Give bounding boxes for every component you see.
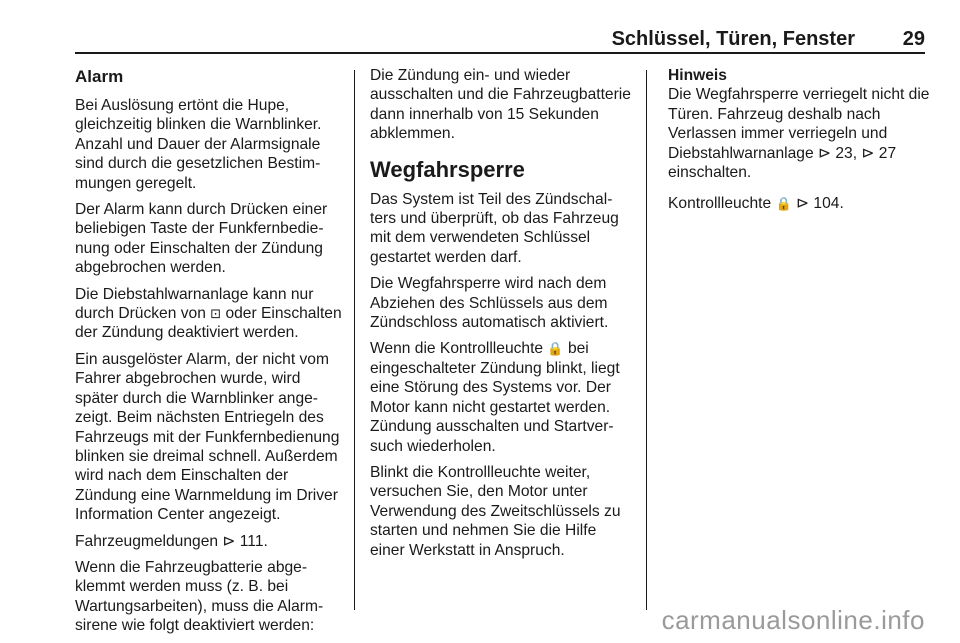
text: Die Wegfahrsperre verriegelt nicht die Türen. Fahrzeug deshalb nach Verlassen immer verriegeln und Diebstahlwarnanlage xyxy=(668,86,930,162)
paragraph: Die Wegfahrsperre wird nach dem Abziehen des Schlüssels aus dem Zündschloss automatisch aktiviert. xyxy=(370,275,609,332)
text: Wenn die Kontrollleuchte xyxy=(370,340,548,358)
reference-arrow-icon: ⊳ xyxy=(222,532,236,550)
note-title: Hinweis xyxy=(668,67,727,84)
reference-arrow-icon: ⊳ xyxy=(861,144,875,162)
text: bei eingeschalteter Zündung blinkt, liegt eine Störung des Systems vor. Der Motor kann nicht gestartet werden. Zündung ausschalten und Startversuch wiederholen. xyxy=(370,340,620,455)
reference-arrow-icon: ⊳ xyxy=(817,144,832,162)
column-divider-1 xyxy=(354,70,355,610)
section-heading-wegfahrsperre: Wegfahrsperre xyxy=(370,156,525,182)
header-divider xyxy=(75,52,925,54)
paragraph: Das System ist Teil des Zündschalters und überprüft, ob das Fahrzeug mit dem verwendeten Schlüssel gestartet werden darf. xyxy=(370,190,619,266)
paragraph xyxy=(75,285,345,343)
paragraph: Der Alarm kann durch Drücken einer beliebigen Taste der Funkfernbedienung oder Einschalten der Zündung abgebrochen werden. xyxy=(75,201,328,277)
paragraph: Die Zündung ein- und wieder ausschalten und die Fahrzeugbatterie dann innerhalb von 15 Sekunden abklemmen. xyxy=(370,67,631,143)
column-2 xyxy=(370,66,632,567)
page-title: Schlüssel, Türen, Fenster xyxy=(611,28,855,50)
watermark: carmanualsonline.info xyxy=(661,605,925,635)
note-box xyxy=(668,66,930,182)
reference-arrow-icon: ⊳ xyxy=(791,195,810,213)
immobilizer-icon: 🔒 xyxy=(547,341,564,357)
paragraph: Ein ausgelöster Alarm, der nicht vom Fahrer abgebrochen wurde, wird später durch die Warnblinker angezeigt. Beim nächsten Entriegeln des Fahrzeugs mit der Funkfernbedienung blinken sie dreimal schnell. Außerdem wird nach dem Einschalten der Zündung eine Warnmeldung im Driver Information Center angezeigt. xyxy=(75,350,340,524)
text: einschalten. xyxy=(668,164,752,182)
section-heading-alarm: Alarm xyxy=(75,67,124,86)
paragraph xyxy=(370,339,632,455)
text: Fahrzeugmeldungen xyxy=(75,532,223,550)
note-text xyxy=(668,85,930,182)
paragraph xyxy=(75,532,345,551)
paragraph: Wenn die Fahrzeugbatterie abgeklemmt werden muss (z. B. bei Wartungsarbeiten), muss die Alarmsirene wie folgt deaktiviert werden: xyxy=(75,558,324,635)
text: Die Diebstahlwarnanlage kann nur durch Drücken von xyxy=(75,285,314,323)
text: oder Einschalten der Zündung deaktiviert werden. xyxy=(75,305,342,342)
column-divider-2 xyxy=(646,70,647,610)
paragraph: Blinkt die Kontrollleuchte weiter, versuchen Sie, den Motor unter Verwendung des Zweitschlüssels zu starten und nehmen Sie die Hilfe einer Werkstatt in Anspruch. xyxy=(370,463,621,559)
text: Kontrollleuchte xyxy=(668,195,776,213)
page-reference[interactable]: 111. xyxy=(235,532,268,550)
page-reference[interactable]: 27 xyxy=(874,144,897,162)
remote-key-icon: ⊡ xyxy=(210,306,222,322)
immobilizer-icon: 🔒 xyxy=(775,196,792,212)
column-1 xyxy=(75,66,345,643)
paragraph: Bei Auslösung ertönt die Hupe, gleichzeitig blinken die Warnblinker. Anzahl und Dauer der Alarmsignale sind durch die gesetzlichen Bestimmungen geregelt. xyxy=(75,97,322,192)
page-reference[interactable]: 23, xyxy=(831,144,862,162)
page-number: 29 xyxy=(902,28,925,50)
column-3 xyxy=(668,66,930,221)
page-reference[interactable]: 104. xyxy=(809,195,844,213)
page-header xyxy=(75,28,925,52)
paragraph xyxy=(668,194,930,213)
